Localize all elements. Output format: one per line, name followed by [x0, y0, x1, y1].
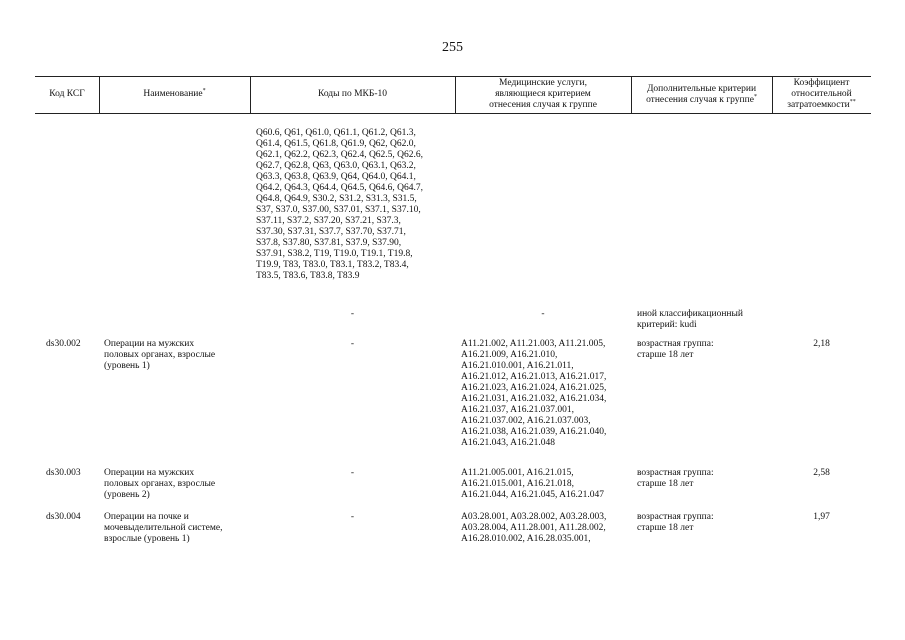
table-cell-coef: 2,18 [813, 339, 830, 349]
table-cell-mkb: - [350, 339, 355, 349]
table-cell-name: Операции на мужских половых органах, взрослые (уровень 2) [104, 468, 216, 500]
table-cell-services: - [541, 309, 545, 319]
header-code: Код КСГ [49, 89, 85, 99]
table-cell-mkb: Q60.6, Q61, Q61.0, Q61.1, Q61.2, Q61.3, Q61.4, Q61.5, Q61.8, Q61.9, Q62, Q62.0, Q62.1, Q62.2, Q62.3, Q62.4, Q62.5, Q62.6, Q62.7, Q62.8, Q63, Q63.0, Q63.1, Q63.2, Q63.3, Q63.8, Q63.9, Q64, Q64.0, Q64.1, Q64.2, Q64.3, Q64.4, Q64.5, Q64.6, Q64.7, Q64.8, Q64.9, S30.2, S31.2, S31.3, S31.5, S37, S37.0, S37.00, S37.01, S37.1, S37.10, S37.11, S37.2, S37.20, S37.21, S37.3, S37.30, S37.31, S37.7, S37.70, S37.71, S37.8, S37.80, S37.81, S37.9, S37.90, S37.91, S38.2, T19, T19.0, T19.1, T19.8, T19.9, T83, T83.0, T83.1, T83.2, T83.4, T83.5, T83.6, T83.8, T83.9 [256, 128, 424, 281]
table-cell-code: ds30.003 [46, 468, 81, 478]
table-cell-mkb: - [350, 512, 355, 522]
table-cell-criteria: возрастная группа: старше 18 лет [637, 512, 714, 533]
header-criteria: Дополнительные критерии отнесения случая к группе* [646, 83, 757, 105]
header-mkb: Коды по МКБ-10 [317, 89, 388, 99]
table-cell-services: A03.28.001, A03.28.002, A03.28.003, A03.28.004, A11.28.001, A11.28.002, A16.28.010.002, A16.28.035.001, [461, 512, 607, 544]
table-cell-mkb: - [350, 468, 355, 478]
table-header-bottom-rule [35, 113, 871, 114]
page-number: 255 [442, 40, 463, 55]
table-cell-criteria: возрастная группа: старше 18 лет [637, 339, 714, 360]
table-cell-services: A11.21.002, A11.21.003, A11.21.005, A16.21.009, A16.21.010, A16.21.010.001, A16.21.011, A16.21.012, A16.21.013, A16.21.017, A16.21.023, A16.21.024, A16.21.025, A16.21.031, A16.21.032, A16.21.034, A16.21.037, A16.21.037.001, A16.21.037.002, A16.21.037.003, A16.21.038, A16.21.039, A16.21.040, A16.21.043, A16.21.048 [461, 339, 607, 448]
header-name: Наименование* [143, 87, 206, 99]
header-coef: Коэффициент относительной затратоемкости** [787, 78, 856, 110]
table-cell-coef: 2,58 [813, 468, 830, 478]
table-cell-services: A11.21.005.001, A16.21.015, A16.21.015.001, A16.21.018, A16.21.044, A16.21.045, A16.21.047 [461, 468, 605, 500]
table-cell-code: ds30.004 [46, 512, 81, 522]
table-cell-coef: 1,97 [813, 512, 830, 522]
table-cell-name: Операции на мужских половых органах, взрослые (уровень 1) [104, 339, 216, 371]
table-cell-criteria: иной классификационный критерий: kudi [637, 309, 743, 330]
table-cell-code: ds30.002 [46, 339, 81, 349]
table-cell-mkb: - [350, 309, 355, 319]
table-cell-name: Операции на почке и мочевыделительной системе, взрослые (уровень 1) [104, 512, 223, 544]
table-cell-criteria: возрастная группа: старше 18 лет [637, 468, 714, 489]
header-services: Медицинские услуги, являющиеся критерием отнесения случая к группе [489, 78, 597, 110]
